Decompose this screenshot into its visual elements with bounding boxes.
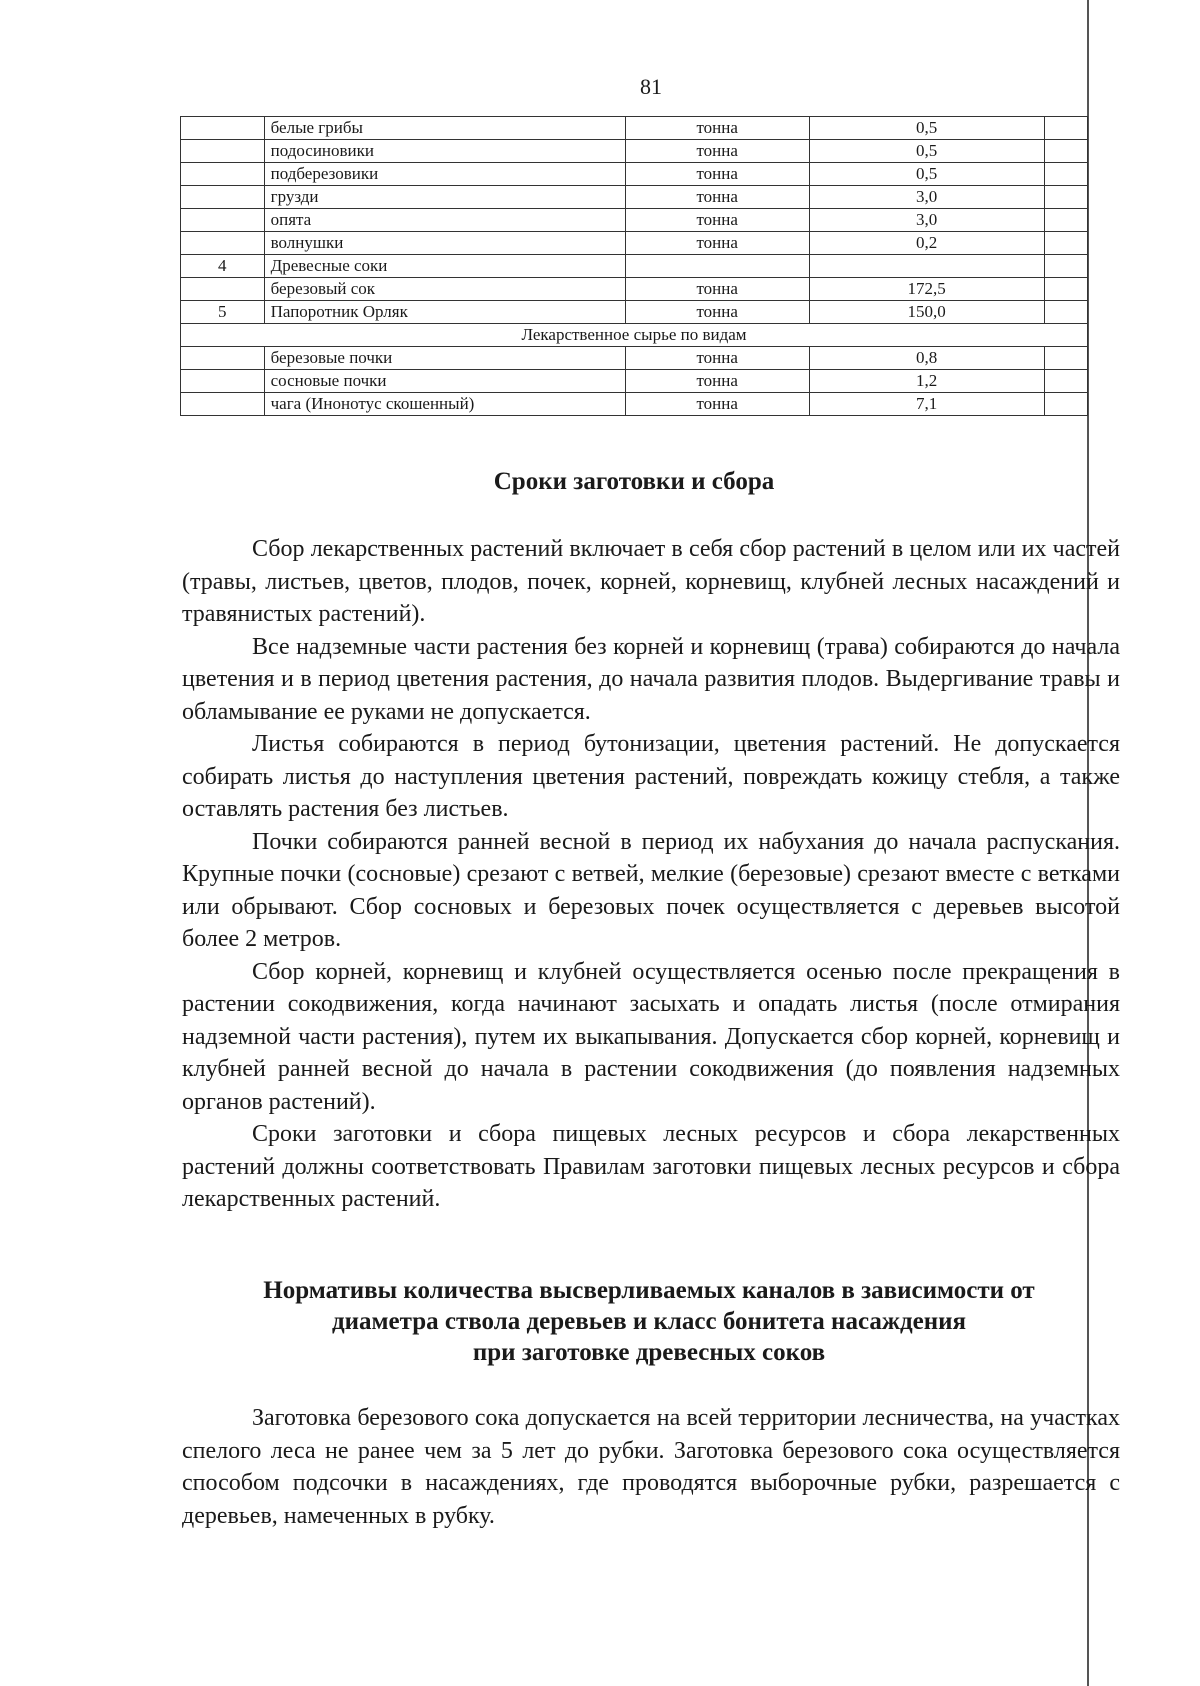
paragraph: Сбор корней, корневищ и клубней осуществляется осенью после прекращения в растении сокодвижения, когда начинают засыхать и опадать листья (после отмирания надземной части растения), путем их выкапывания. Допускается сбор корней, корневищ и клубней ранней весной до начала в растении сокодвижения (до появления надземных органов растений). xyxy=(182,958,1120,1115)
cell-name: подберезовики xyxy=(264,163,625,186)
heading-norms-line3: при заготовке древесных соков xyxy=(472,1339,826,1366)
table-row xyxy=(181,209,1088,232)
cell-name: сосновые почки xyxy=(264,370,625,393)
cell-name: подосиновики xyxy=(264,140,625,163)
cell-unit: тонна xyxy=(625,370,809,393)
paragraph: Все надземные части растения без корней и корневищ (трава) собираются до начала цветения и в период цветения растения, до начала развития плодов. Выдергивание травы и обламывание ее руками не допускается. xyxy=(182,633,1120,725)
cell-unit: тонна xyxy=(625,209,809,232)
paragraph: Заготовка березового сока допускается на всей территории лесничества, на участках спелого леса не ранее чем за 5 лет до рубки. Заготовка березового сока осуществляется способом подсочки в насаждениях, где проводятся выборочные рубки, разрешается с деревьев, намеченных в рубку. xyxy=(182,1405,1120,1529)
heading-norms-line1: Нормативы количества высверливаемых каналов в зависимости от xyxy=(263,1277,1035,1304)
cell-num xyxy=(181,370,265,393)
cell-value: 1,2 xyxy=(809,370,1044,393)
table-row xyxy=(181,393,1088,416)
cell-value: 7,1 xyxy=(809,393,1044,416)
table-row xyxy=(181,140,1088,163)
terms-text xyxy=(182,533,1120,1216)
heading-norms xyxy=(195,1275,1103,1368)
table-row xyxy=(181,301,1088,324)
cell-extra xyxy=(1044,209,1087,232)
table-row xyxy=(181,232,1088,255)
cell-extra xyxy=(1044,255,1087,278)
cell-extra xyxy=(1044,301,1087,324)
cell-name: Древесные соки xyxy=(264,255,625,278)
cell-name: чага (Инонотус скошенный) xyxy=(264,393,625,416)
section-title: Лекарственное сырье по видам xyxy=(181,324,1088,347)
paragraph: Сбор лекарственных растений включает в себя сбор растений в целом или их частей (травы, листьев, цветов, плодов, почек, корней, корневищ, клубней лесных насаждений и травянистых растений). xyxy=(182,536,1120,627)
table-row xyxy=(181,278,1088,301)
cell-extra xyxy=(1044,117,1087,140)
cell-unit: тонна xyxy=(625,163,809,186)
cell-num: 4 xyxy=(181,255,265,278)
cell-extra xyxy=(1044,393,1087,416)
cell-extra xyxy=(1044,347,1087,370)
cell-extra xyxy=(1044,163,1087,186)
cell-name: грузди xyxy=(264,186,625,209)
cell-unit: тонна xyxy=(625,278,809,301)
cell-extra xyxy=(1044,370,1087,393)
cell-name: опята xyxy=(264,209,625,232)
heading-terms: Сроки заготовки и сбора xyxy=(493,468,775,495)
table-row xyxy=(181,255,1088,278)
cell-num: 5 xyxy=(181,301,265,324)
cell-name: волнушки xyxy=(264,232,625,255)
cell-num xyxy=(181,209,265,232)
cell-name: березовые почки xyxy=(264,347,625,370)
paragraph: Почки собираются ранней весной в период их набухания до начала распускания. Крупные почки (сосновые) срезают с ветвей, мелкие (березовые) срезают вместе с ветками или обрывают. Сбор сосновых и березовых почек осуществляется с деревьев высотой более 2 метров. xyxy=(182,828,1120,952)
cell-name: березовый сок xyxy=(264,278,625,301)
cell-num xyxy=(181,140,265,163)
norms-text xyxy=(182,1402,1120,1532)
cell-value: 172,5 xyxy=(809,278,1044,301)
cell-num xyxy=(181,347,265,370)
cell-num xyxy=(181,163,265,186)
heading-norms-line2: диаметра ствола деревьев и класс бонитета насаждения xyxy=(331,1308,967,1335)
cell-num xyxy=(181,393,265,416)
cell-extra xyxy=(1044,140,1087,163)
cell-value: 0,8 xyxy=(809,347,1044,370)
resources-table xyxy=(180,116,1088,416)
table-section-row xyxy=(181,324,1088,347)
cell-value xyxy=(809,255,1044,278)
cell-value: 0,2 xyxy=(809,232,1044,255)
cell-name: белые грибы xyxy=(264,117,625,140)
cell-num xyxy=(181,117,265,140)
cell-value: 0,5 xyxy=(809,163,1044,186)
cell-value: 0,5 xyxy=(809,140,1044,163)
cell-name: Папоротник Орляк xyxy=(264,301,625,324)
table-row xyxy=(181,347,1088,370)
cell-unit: тонна xyxy=(625,301,809,324)
cell-num xyxy=(181,232,265,255)
cell-num xyxy=(181,278,265,301)
cell-unit: тонна xyxy=(625,393,809,416)
table-row xyxy=(181,117,1088,140)
table-row xyxy=(181,186,1088,209)
cell-extra xyxy=(1044,278,1087,301)
cell-unit: тонна xyxy=(625,186,809,209)
cell-unit: тонна xyxy=(625,117,809,140)
cell-value: 0,5 xyxy=(809,117,1044,140)
cell-value: 3,0 xyxy=(809,186,1044,209)
cell-num xyxy=(181,186,265,209)
cell-unit xyxy=(625,255,809,278)
cell-extra xyxy=(1044,186,1087,209)
cell-value: 150,0 xyxy=(809,301,1044,324)
cell-value: 3,0 xyxy=(809,209,1044,232)
table-row xyxy=(181,163,1088,186)
cell-unit: тонна xyxy=(625,347,809,370)
paragraph: Сроки заготовки и сбора пищевых лесных ресурсов и сбора лекарственных растений должны соответствовать Правилам заготовки пищевых лесных ресурсов и сбора лекарственных растений. xyxy=(182,1121,1120,1212)
cell-unit: тонна xyxy=(625,140,809,163)
cell-extra xyxy=(1044,232,1087,255)
paragraph: Листья собираются в период бутонизации, цветения растений. Не допускается собирать листья до наступления цветения растений, повреждать кожицу стебля, а также оставлять растения без листьев. xyxy=(182,731,1120,822)
cell-unit: тонна xyxy=(625,232,809,255)
table-row xyxy=(181,370,1088,393)
